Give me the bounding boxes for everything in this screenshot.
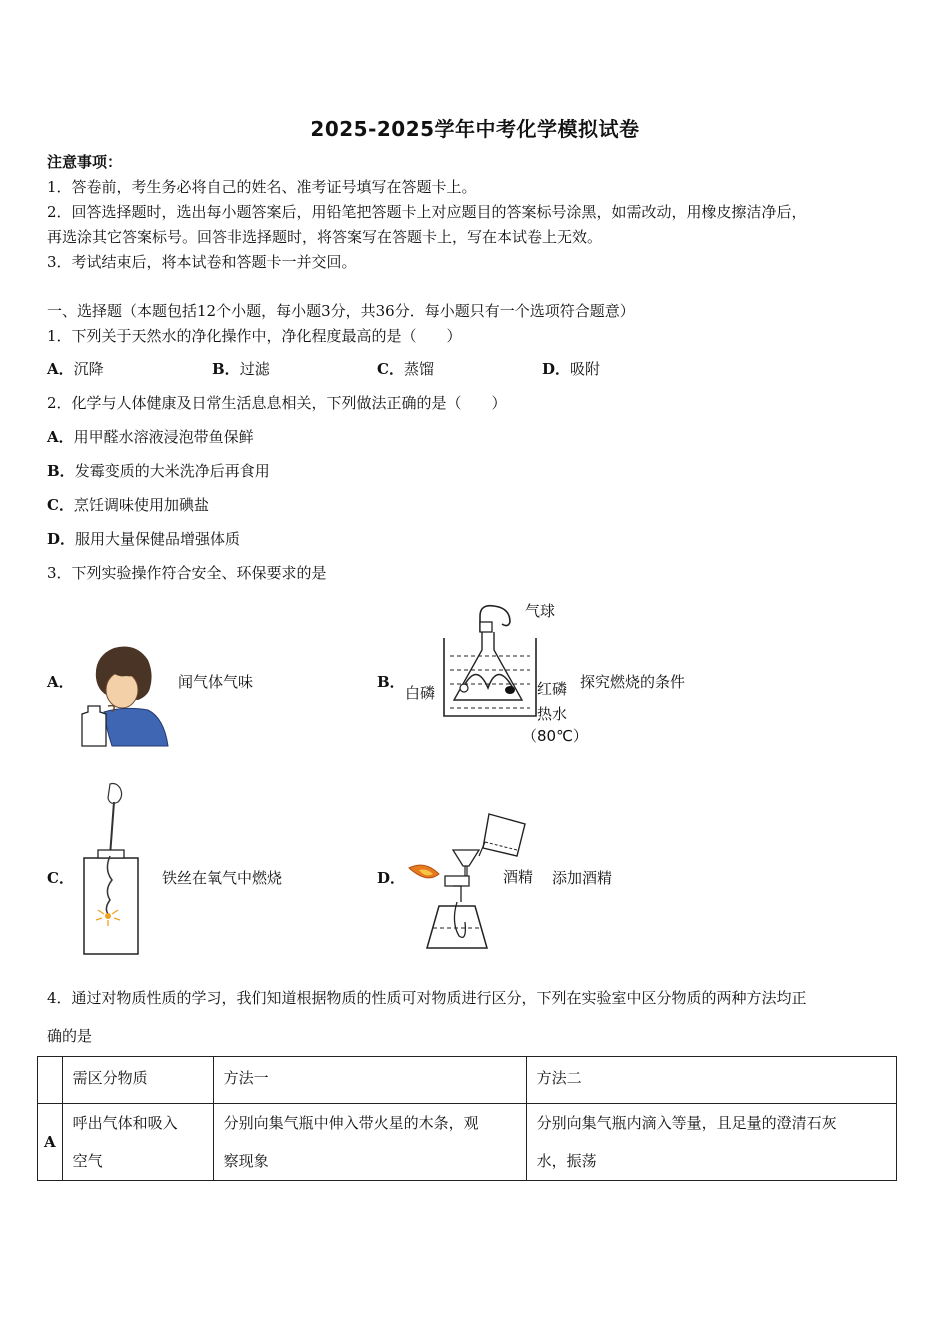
option-text: 烹饪调味使用加碘盐 bbox=[73, 496, 209, 514]
hot-water-label: 热水 bbox=[537, 705, 568, 723]
section-heading: 一、选择题（本题包括12个小题，每小题3分，共36分．每小题只有一个选项符合题意） bbox=[47, 302, 635, 320]
smelling-gas-figure bbox=[78, 638, 170, 748]
table-header-row bbox=[38, 1057, 897, 1104]
q1-option-a bbox=[47, 357, 104, 382]
q2-option-c bbox=[47, 493, 209, 518]
q4-table bbox=[37, 1056, 897, 1181]
notice-item-1: 1．答卷前，考生务必将自己的姓名、准考证号填写在答题卡上。 bbox=[47, 178, 477, 196]
q1-option-b bbox=[212, 357, 270, 382]
q1-stem: 1．下列关于天然水的净化操作中，净化程度最高的是（ ） bbox=[47, 327, 462, 345]
option-key: D． bbox=[542, 360, 571, 378]
q2-option-d bbox=[47, 527, 240, 552]
option-text: 蒸馏 bbox=[403, 360, 434, 378]
table-header-cell bbox=[38, 1057, 63, 1104]
cell-line: 分别向集气瓶内滴入等量，且足量的澄清石灰 bbox=[536, 1114, 837, 1132]
notice-item-3: 3．考试结束后，将本试卷和答题卡一并交回。 bbox=[47, 253, 357, 271]
q2-option-b bbox=[47, 459, 270, 484]
cell-line: 水，振荡 bbox=[536, 1152, 597, 1170]
alcohol-label: 酒精 bbox=[503, 868, 534, 886]
table-row bbox=[38, 1104, 897, 1181]
option-key: A． bbox=[47, 428, 74, 446]
q3-option-d-key: D． bbox=[377, 869, 406, 887]
q3-option-c-key: C． bbox=[47, 869, 74, 887]
notice-heading: 注意事项： bbox=[47, 153, 123, 171]
cell-line: 察现象 bbox=[223, 1152, 269, 1170]
cell-line: 分别向集气瓶中伸入带火星的木条，观 bbox=[223, 1114, 479, 1132]
q2-stem: 2．化学与人体健康及日常生活息息相关，下列做法正确的是（ ） bbox=[47, 394, 507, 412]
red-phosphorus-label: 红磷 bbox=[537, 680, 568, 698]
option-key: A． bbox=[47, 360, 74, 378]
option-text: 发霉变质的大米洗净后再食用 bbox=[74, 462, 270, 480]
balloon-label: 气球 bbox=[525, 602, 556, 620]
option-key: C． bbox=[47, 496, 74, 514]
temperature-label: （80℃） bbox=[522, 727, 588, 745]
option-key: B． bbox=[212, 360, 240, 378]
page-title: 2025-2025学年中考化学模拟试卷 bbox=[310, 117, 640, 141]
q3-option-c-text: 铁丝在氧气中燃烧 bbox=[162, 869, 283, 887]
option-text: 吸附 bbox=[570, 360, 601, 378]
row-key: A bbox=[38, 1104, 63, 1181]
white-phosphorus-label: 白磷 bbox=[405, 684, 436, 702]
cell-line: 空气 bbox=[72, 1152, 103, 1170]
q3-option-a-text: 闻气体气味 bbox=[178, 673, 254, 691]
q4-stem-line1: 4．通过对物质性质的学习，我们知道根据物质的性质可对物质进行区分，下列在实验室中区分物质的两种方法均正 bbox=[47, 989, 807, 1007]
iron-wire-burning-figure bbox=[80, 780, 142, 956]
option-text: 沉降 bbox=[73, 360, 104, 378]
q1-option-d bbox=[542, 357, 600, 382]
notice-item-2: 2．回答选择题时，选出每小题答案后，用铅笔把答题卡上对应题目的答案标号涂黑，如需改动，用橡皮擦洁净后， bbox=[47, 203, 807, 221]
q4-stem-line2: 确的是 bbox=[47, 1027, 93, 1045]
table-cell bbox=[526, 1104, 896, 1181]
table-cell bbox=[62, 1104, 213, 1181]
q3-option-d-text: 添加酒精 bbox=[552, 869, 613, 887]
q3-option-b-key: B． bbox=[377, 673, 405, 691]
q3-option-a-key: A． bbox=[47, 673, 74, 691]
table-header-cell: 需区分物质 bbox=[62, 1057, 213, 1104]
table-header-cell: 方法一 bbox=[213, 1057, 526, 1104]
option-text: 用甲醛水溶液浸泡带鱼保鲜 bbox=[73, 428, 254, 446]
table-cell bbox=[213, 1104, 526, 1181]
q3-stem: 3．下列实验操作符合安全、环保要求的是 bbox=[47, 564, 327, 582]
option-key: D． bbox=[47, 530, 76, 548]
q3-option-b-text: 探究燃烧的条件 bbox=[580, 673, 686, 691]
option-text: 过滤 bbox=[239, 360, 270, 378]
table-header-cell: 方法二 bbox=[526, 1057, 896, 1104]
notice-item-2-cont: 再选涂其它答案标号。回答非选择题时，将答案写在答题卡上，写在本试卷上无效。 bbox=[47, 228, 603, 246]
q2-option-a bbox=[47, 425, 254, 450]
option-text: 服用大量保健品增强体质 bbox=[75, 530, 241, 548]
option-key: B． bbox=[47, 462, 75, 480]
option-key: C． bbox=[377, 360, 404, 378]
cell-line: 呼出气体和吸入 bbox=[72, 1114, 178, 1132]
q1-option-c bbox=[377, 357, 434, 382]
